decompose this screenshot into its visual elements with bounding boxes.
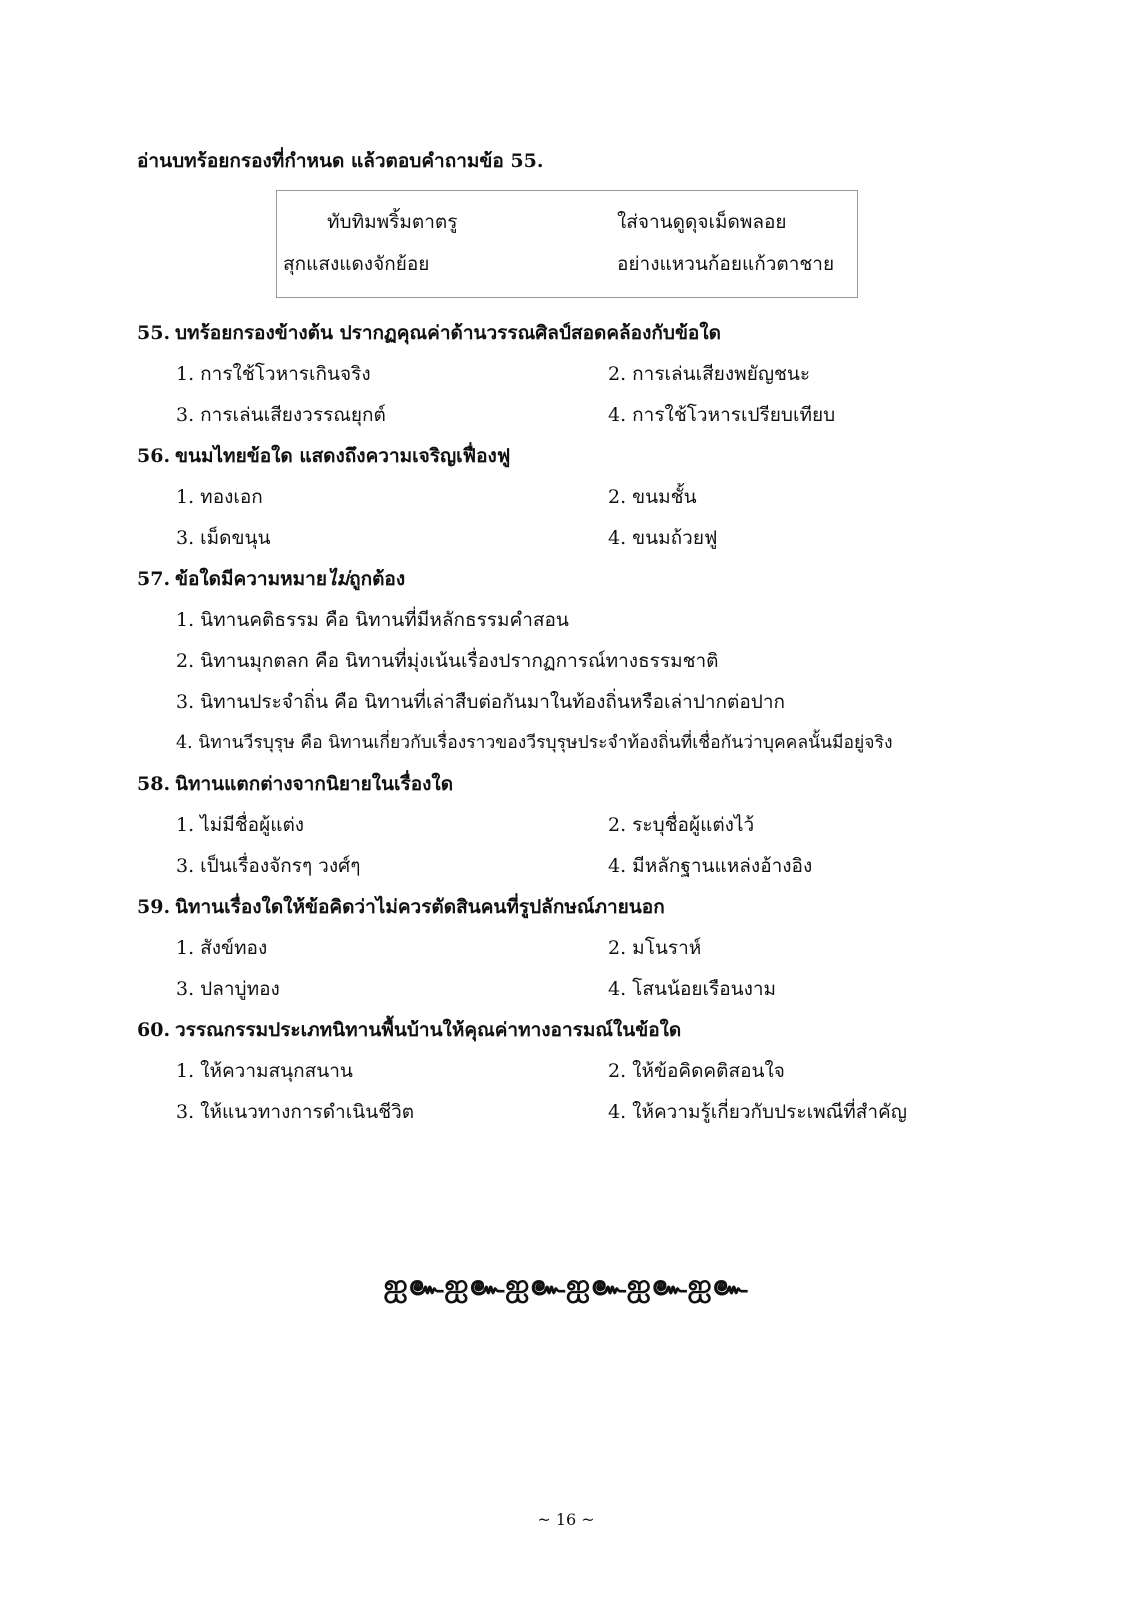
option-60-1: 1. ให้ความสนุกสนาน (176, 1060, 353, 1082)
question-56 (137, 441, 510, 471)
question-text: นิทานเรื่องใดให้ข้อคิดว่าไม่ควรตัดสินคนที่รูปลักษณ์ภายนอก (175, 896, 665, 918)
option-55-4: 4. การใช้โวหารเปรียบเทียบ (608, 404, 836, 426)
option-57-3: 3. นิทานประจำถิ่น คือ นิทานที่เล่าสืบต่อกันมาในท้องถิ่นหรือเล่าปากต่อปาก (176, 691, 786, 713)
option-56-3: 3. เม็ดขนุน (176, 527, 271, 549)
option-58-2: 2. ระบุชื่อผู้แต่งไว้ (608, 814, 755, 836)
option-59-1: 1. สังข์ทอง (176, 937, 268, 959)
instruction: อ่านบทร้อยกรองที่กำหนด แล้วตอบคำถามข้อ 55. (137, 150, 544, 172)
question-55 (137, 318, 721, 348)
question-text: วรรณกรรมประเภทนิทานพื้นบ้านให้คุณค่าทางอารมณ์ในข้อใด (175, 1019, 682, 1041)
poem-line1-right: ใส่จานดูดุจเม็ดพลอย (617, 211, 787, 233)
option-59-3: 3. ปลาบู่ทอง (176, 978, 280, 1000)
option-57-1: 1. นิทานคติธรรม คือ นิทานที่มีหลักธรรมคำสอน (176, 609, 569, 631)
option-59-2: 2. มโนราห์ (608, 937, 702, 959)
question-text: ข้อใดมีความหมาย (175, 568, 327, 590)
option-60-3: 3. ให้แนวทางการดำเนินชีวิต (176, 1101, 415, 1123)
poem-box (276, 190, 858, 298)
question-57 (137, 564, 405, 594)
option-55-1: 1. การใช้โวหารเกินจริง (176, 363, 371, 385)
question-emphasis: ไม่ (326, 568, 350, 590)
poem-line2-right: อย่างแหวนก้อยแก้วตาชาย (617, 253, 835, 275)
question-number: 56. (137, 445, 171, 467)
poem-line1-left: ทับทิมพริ้มตาตรู (327, 211, 458, 233)
option-59-4: 4. โสนน้อยเรือนงาม (608, 978, 777, 1000)
question-number: 60. (137, 1019, 171, 1041)
option-57-2: 2. นิทานมุกตลก คือ นิทานที่มุ่งเน้นเรื่องปรากฏการณ์ทางธรรมชาติ (176, 650, 719, 672)
question-text-end: ถูกต้อง (349, 568, 406, 590)
question-number: 59. (137, 896, 171, 918)
question-59 (137, 892, 665, 922)
question-number: 57. (137, 568, 171, 590)
question-text: นิทานแตกต่างจากนิยายในเรื่องใด (175, 773, 454, 795)
option-58-3: 3. เป็นเรื่องจักรๆ วงศ์ๆ (176, 855, 361, 877)
ornament-divider: ஐ๛ஐ๛ஐ๛ஐ๛ஐ๛ஐ๛ (383, 1268, 749, 1303)
poem-line2-left: สุกแสงแดงจักย้อย (283, 253, 430, 275)
option-56-4: 4. ขนมถ้วยฟู (608, 527, 718, 549)
option-60-2: 2. ให้ข้อคิดคติสอนใจ (608, 1060, 785, 1082)
question-number: 58. (137, 773, 171, 795)
option-57-4: 4. นิทานวีรบุรุษ คือ นิทานเกี่ยวกับเรื่องราวของวีรบุรุษประจำท้องถิ่นที่เชื่อกันว่าบุคคลนั้นมีอยู่จริง (176, 733, 893, 753)
question-text: ขนมไทยข้อใด แสดงถึงความเจริญเฟื่องฟู (175, 445, 511, 467)
option-58-1: 1. ไม่มีชื่อผู้แต่ง (176, 814, 305, 836)
option-55-2: 2. การเล่นเสียงพยัญชนะ (608, 363, 811, 385)
option-58-4: 4. มีหลักฐานแหล่งอ้างอิง (608, 855, 813, 877)
option-56-1: 1. ทองเอก (176, 486, 263, 508)
question-number: 55. (137, 322, 171, 344)
page-number: ~ 16 ~ (537, 1510, 595, 1529)
option-55-3: 3. การเล่นเสียงวรรณยุกต์ (176, 404, 386, 426)
option-56-2: 2. ขนมชั้น (608, 486, 697, 508)
option-60-4: 4. ให้ความรู้เกี่ยวกับประเพณีที่สำคัญ (608, 1101, 907, 1123)
question-60 (137, 1015, 681, 1045)
question-58 (137, 769, 453, 799)
question-text: บทร้อยกรองข้างต้น ปรากฏคุณค่าด้านวรรณศิลป์สอดคล้องกับข้อใด (175, 322, 721, 344)
